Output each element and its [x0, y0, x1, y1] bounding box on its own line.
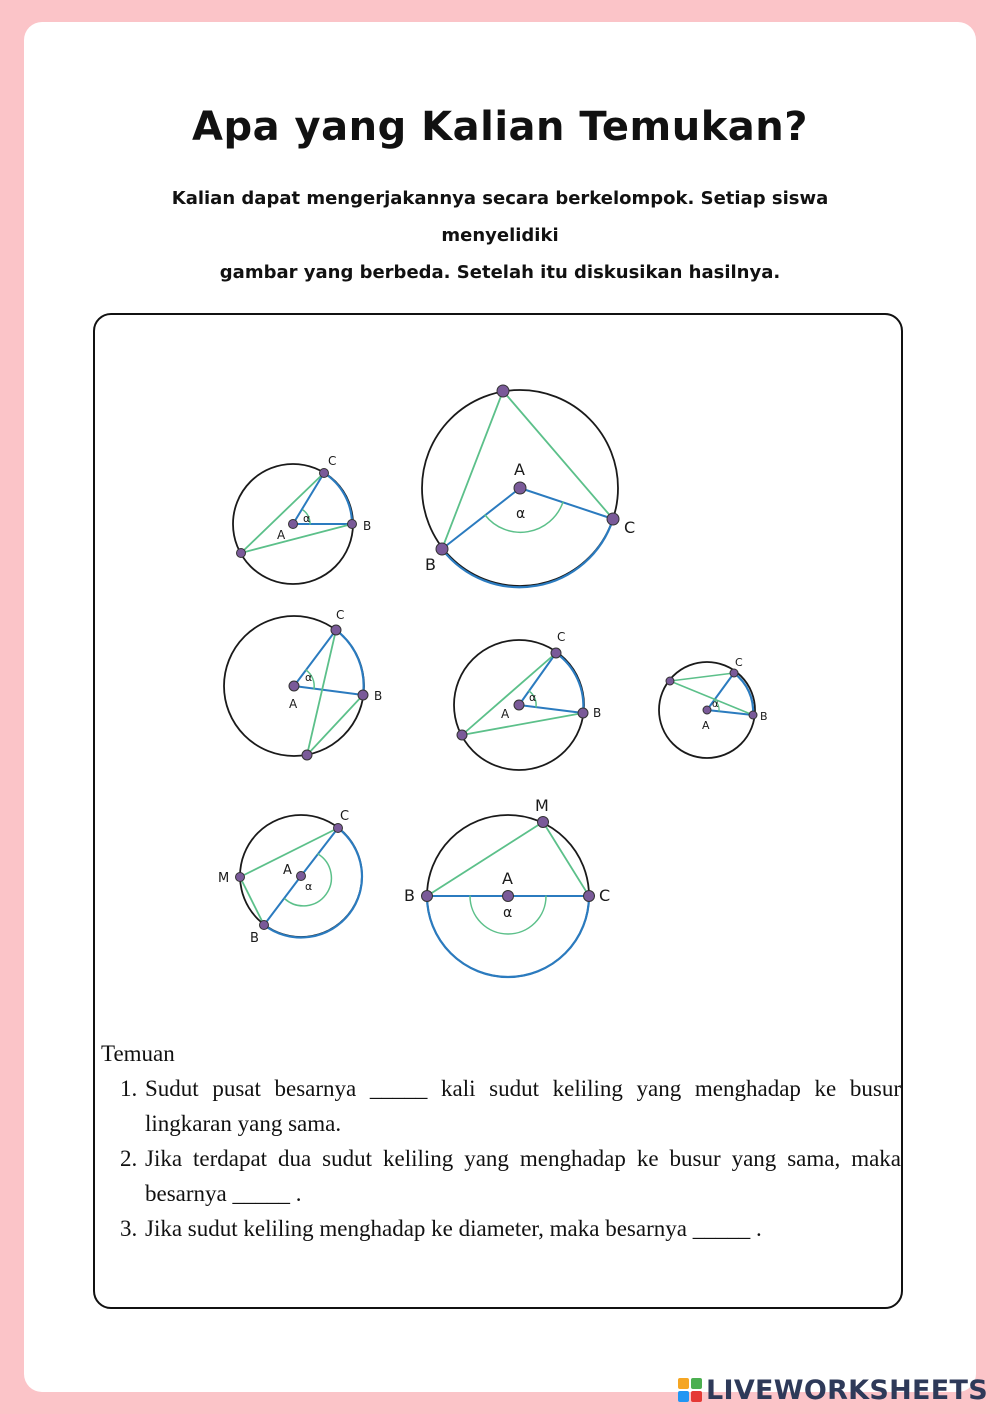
finding-item-1: 1. Sudut pusat besarnya _____ kali sudut keliling yang menghadap ke busur lingkaran yang sama.	[143, 1071, 901, 1141]
figure-6-arc	[264, 828, 362, 938]
fig7-label-c: C	[599, 886, 611, 905]
figure-4-radius-ab	[519, 705, 583, 713]
figure-3-point-b	[358, 690, 368, 700]
fig2-label-c: C	[624, 518, 636, 537]
figure-2-point-top	[497, 385, 509, 397]
fig7-label-m: M	[535, 796, 549, 815]
figure-4-arc	[556, 653, 583, 713]
figure-7-point-b	[422, 891, 433, 902]
figure-6-point-b	[260, 921, 269, 930]
figure-4-chord-c	[462, 653, 556, 735]
fig1-label-alpha: α	[303, 512, 311, 525]
figure-1-point-p	[237, 549, 246, 558]
figure-4	[454, 640, 588, 770]
figure-1	[233, 464, 357, 584]
fig6-label-m: M	[218, 871, 230, 886]
figure-7-chord-b	[427, 822, 543, 896]
fig1-label-b: B	[363, 519, 372, 533]
figure-6-point-c	[334, 824, 343, 833]
fig2-label-b: B	[425, 555, 436, 574]
figure-7-point-a	[503, 891, 514, 902]
figure-5-point-p	[666, 677, 674, 685]
intro-line-2: gambar yang berbeda. Setelah itu diskusikan hasilnya.	[219, 262, 781, 283]
figure-6-point-m	[236, 873, 245, 882]
page-title: Apa yang Kalian Temukan?	[192, 104, 808, 150]
figure-2	[422, 385, 619, 587]
fig3-label-a: A	[289, 697, 298, 711]
fig2-label-alpha: α	[516, 506, 526, 522]
findings-list	[101, 1071, 901, 1246]
figure-1-chord-b	[241, 524, 352, 553]
figure-1-point-c	[320, 469, 329, 478]
logo-blocks-icon	[678, 1378, 702, 1402]
fig3-label-alpha: α	[305, 671, 313, 684]
figure-5-point-b	[749, 711, 757, 719]
figure-4-radius-ac	[519, 653, 556, 705]
figure-5	[659, 662, 757, 758]
figure-3	[224, 616, 368, 760]
figure-1-point-a	[289, 520, 298, 529]
figure-5-chord-c	[670, 673, 734, 681]
figure-6-radius-ac	[301, 828, 338, 876]
figure-4-point-c	[551, 648, 561, 658]
figure-3-arc	[336, 630, 364, 695]
fig7-label-a: A	[502, 869, 513, 888]
fig1-label-c: C	[328, 454, 337, 468]
figure-2-point-b	[436, 543, 448, 555]
fig5-label-alpha: α	[712, 699, 719, 710]
fig5-label-b: B	[760, 710, 768, 723]
figure-6	[236, 815, 363, 938]
fig6-label-c: C	[340, 809, 350, 824]
figure-6-chord-b	[240, 877, 264, 925]
fig2-label-a: A	[514, 460, 525, 479]
finding-item-2: 2. Jika terdapat dua sudut keliling yang menghadap ke busur yang sama, maka besarnya _____ .	[143, 1141, 901, 1211]
figure-4-point-a	[514, 700, 524, 710]
figure-7-chord-c	[543, 822, 589, 896]
figure-4-chord-b	[462, 713, 583, 735]
figure-3-point-p	[302, 750, 312, 760]
figure-3-chord-b	[307, 695, 363, 755]
fig6-label-alpha: α	[305, 880, 313, 893]
finding-item-3: 3. Jika sudut keliling menghadap ke diameter, maka besarnya _____ .	[143, 1211, 901, 1246]
figure-7-point-c	[584, 891, 595, 902]
figure-6-radius-ab	[264, 876, 301, 925]
figure-5-point-c	[730, 669, 738, 677]
fig4-label-alpha: α	[529, 691, 537, 704]
liveworksheets-logo	[678, 1373, 988, 1407]
figure-7-point-m	[538, 817, 549, 828]
fig5-label-c: C	[735, 656, 743, 669]
fig6-label-b: B	[250, 931, 259, 946]
figure-2-point-c	[607, 513, 619, 525]
figure-2-point-a	[514, 482, 526, 494]
figure-3-point-a	[289, 681, 299, 691]
intro-line-1: Kalian dapat mengerjakannya secara berkelompok. Setiap siswa menyelidiki	[171, 188, 829, 246]
fig4-label-c: C	[557, 630, 566, 644]
figure-4-point-b	[578, 708, 588, 718]
findings-section	[101, 1036, 901, 1246]
figure-7	[422, 815, 595, 977]
fig4-label-a: A	[501, 707, 510, 721]
fig3-label-b: B	[374, 689, 383, 703]
fig4-label-b: B	[593, 706, 602, 720]
fig1-label-a: A	[277, 528, 286, 542]
figure-5-point-a	[703, 706, 711, 714]
fig7-label-alpha: α	[503, 905, 513, 921]
fig6-label-a: A	[283, 863, 292, 878]
figure-4-point-p	[457, 730, 467, 740]
logo-text: LIVEWORKSHEETS	[705, 1374, 988, 1406]
fig3-label-c: C	[336, 608, 345, 622]
fig5-label-a: A	[702, 719, 710, 732]
fig7-label-b: B	[404, 886, 415, 905]
figure-1-point-b	[348, 520, 357, 529]
figure-3-point-c	[331, 625, 341, 635]
figure-3-radius-ab	[294, 686, 363, 695]
findings-heading: Temuan	[101, 1041, 175, 1066]
